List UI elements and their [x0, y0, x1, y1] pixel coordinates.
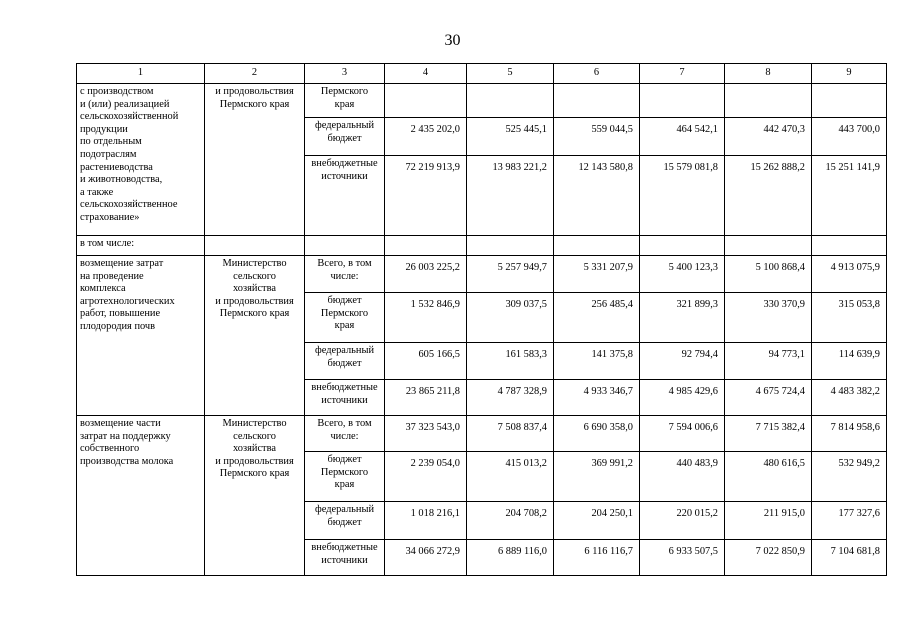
value-cell: 4 933 346,7 [554, 380, 640, 416]
source-cell: федеральный бюджет [305, 502, 385, 540]
source-cell: внебюджетные источники [305, 540, 385, 576]
header-cell: 1 [77, 64, 205, 84]
value-cell: 315 053,8 [812, 293, 887, 343]
header-cell: 4 [385, 64, 467, 84]
empty-cell [467, 236, 554, 256]
value-cell: 15 579 081,8 [640, 156, 725, 236]
value-cell: 4 787 328,9 [467, 380, 554, 416]
value-cell: 559 044,5 [554, 118, 640, 156]
value-cell: 442 470,3 [725, 118, 812, 156]
value-cell [467, 84, 554, 118]
measure-cell: возмещение затрат на проведение комплекса агротехнологических работ, повышение плодородия почв [77, 256, 205, 416]
value-cell: 211 915,0 [725, 502, 812, 540]
source-cell: бюджет Пермского края [305, 452, 385, 502]
executor-cell: и продовольствия Пермского края [205, 84, 305, 236]
value-cell: 256 485,4 [554, 293, 640, 343]
value-cell [554, 84, 640, 118]
value-cell: 204 708,2 [467, 502, 554, 540]
value-cell: 532 949,2 [812, 452, 887, 502]
value-cell: 2 435 202,0 [385, 118, 467, 156]
value-cell: 204 250,1 [554, 502, 640, 540]
header-cell: 8 [725, 64, 812, 84]
value-cell: 443 700,0 [812, 118, 887, 156]
table-row [77, 84, 887, 118]
value-cell: 605 166,5 [385, 343, 467, 380]
value-cell: 7 594 006,6 [640, 416, 725, 452]
empty-cell [640, 236, 725, 256]
value-cell: 7 104 681,8 [812, 540, 887, 576]
value-cell: 321 899,3 [640, 293, 725, 343]
source-cell: Всего, в том числе: [305, 256, 385, 293]
budget-table [76, 63, 887, 576]
header-cell: 2 [205, 64, 305, 84]
source-cell: бюджет Пермского края [305, 293, 385, 343]
empty-cell [205, 236, 305, 256]
value-cell [385, 84, 467, 118]
value-cell: 141 375,8 [554, 343, 640, 380]
value-cell: 37 323 543,0 [385, 416, 467, 452]
value-cell [725, 84, 812, 118]
table-row [77, 256, 887, 293]
empty-cell [305, 236, 385, 256]
empty-cell [725, 236, 812, 256]
value-cell: 72 219 913,9 [385, 156, 467, 236]
value-cell: 12 143 580,8 [554, 156, 640, 236]
value-cell: 525 445,1 [467, 118, 554, 156]
value-cell: 6 116 116,7 [554, 540, 640, 576]
header-row [77, 64, 887, 84]
subheading-cell: в том числе: [77, 236, 205, 256]
header-cell: 6 [554, 64, 640, 84]
measure-cell: с производством и (или) реализацией сельскохозяйственной продукции по отдельным подотраслям растениеводства и животноводства, а также сельскохозяйственное страхование» [77, 84, 205, 236]
source-cell: внебюджетные источники [305, 156, 385, 236]
source-cell: Пермского края [305, 84, 385, 118]
value-cell: 5 100 868,4 [725, 256, 812, 293]
source-cell: Всего, в том числе: [305, 416, 385, 452]
value-cell: 1 018 216,1 [385, 502, 467, 540]
value-cell: 7 715 382,4 [725, 416, 812, 452]
value-cell: 330 370,9 [725, 293, 812, 343]
value-cell: 6 889 116,0 [467, 540, 554, 576]
empty-cell [812, 236, 887, 256]
source-cell: федеральный бюджет [305, 343, 385, 380]
table-row [77, 236, 887, 256]
value-cell: 114 639,9 [812, 343, 887, 380]
executor-cell: Министерство сельского хозяйства и продовольствия Пермского края [205, 416, 305, 576]
header-cell: 5 [467, 64, 554, 84]
value-cell: 4 483 382,2 [812, 380, 887, 416]
value-cell: 177 327,6 [812, 502, 887, 540]
value-cell: 34 066 272,9 [385, 540, 467, 576]
value-cell: 440 483,9 [640, 452, 725, 502]
value-cell: 464 542,1 [640, 118, 725, 156]
value-cell: 15 251 141,9 [812, 156, 887, 236]
value-cell: 13 983 221,2 [467, 156, 554, 236]
value-cell: 5 331 207,9 [554, 256, 640, 293]
executor-cell: Министерство сельского хозяйства и продовольствия Пермского края [205, 256, 305, 416]
value-cell: 4 913 075,9 [812, 256, 887, 293]
source-cell: внебюджетные источники [305, 380, 385, 416]
value-cell: 92 794,4 [640, 343, 725, 380]
value-cell [812, 84, 887, 118]
value-cell: 6 933 507,5 [640, 540, 725, 576]
value-cell: 309 037,5 [467, 293, 554, 343]
value-cell [640, 84, 725, 118]
header-cell: 7 [640, 64, 725, 84]
value-cell: 26 003 225,2 [385, 256, 467, 293]
value-cell: 5 257 949,7 [467, 256, 554, 293]
empty-cell [554, 236, 640, 256]
measure-cell: возмещение части затрат на поддержку собственного производства молока [77, 416, 205, 576]
value-cell: 369 991,2 [554, 452, 640, 502]
header-cell: 3 [305, 64, 385, 84]
value-cell: 220 015,2 [640, 502, 725, 540]
value-cell: 4 675 724,4 [725, 380, 812, 416]
page-number: 30 [444, 32, 461, 49]
value-cell: 161 583,3 [467, 343, 554, 380]
value-cell: 4 985 429,6 [640, 380, 725, 416]
source-cell: федеральный бюджет [305, 118, 385, 156]
value-cell: 2 239 054,0 [385, 452, 467, 502]
value-cell: 5 400 123,3 [640, 256, 725, 293]
value-cell: 415 013,2 [467, 452, 554, 502]
value-cell: 7 022 850,9 [725, 540, 812, 576]
header-cell: 9 [812, 64, 887, 84]
value-cell: 94 773,1 [725, 343, 812, 380]
value-cell: 6 690 358,0 [554, 416, 640, 452]
table-row [77, 416, 887, 452]
empty-cell [385, 236, 467, 256]
value-cell: 7 508 837,4 [467, 416, 554, 452]
value-cell: 1 532 846,9 [385, 293, 467, 343]
value-cell: 15 262 888,2 [725, 156, 812, 236]
value-cell: 480 616,5 [725, 452, 812, 502]
value-cell: 23 865 211,8 [385, 380, 467, 416]
value-cell: 7 814 958,6 [812, 416, 887, 452]
